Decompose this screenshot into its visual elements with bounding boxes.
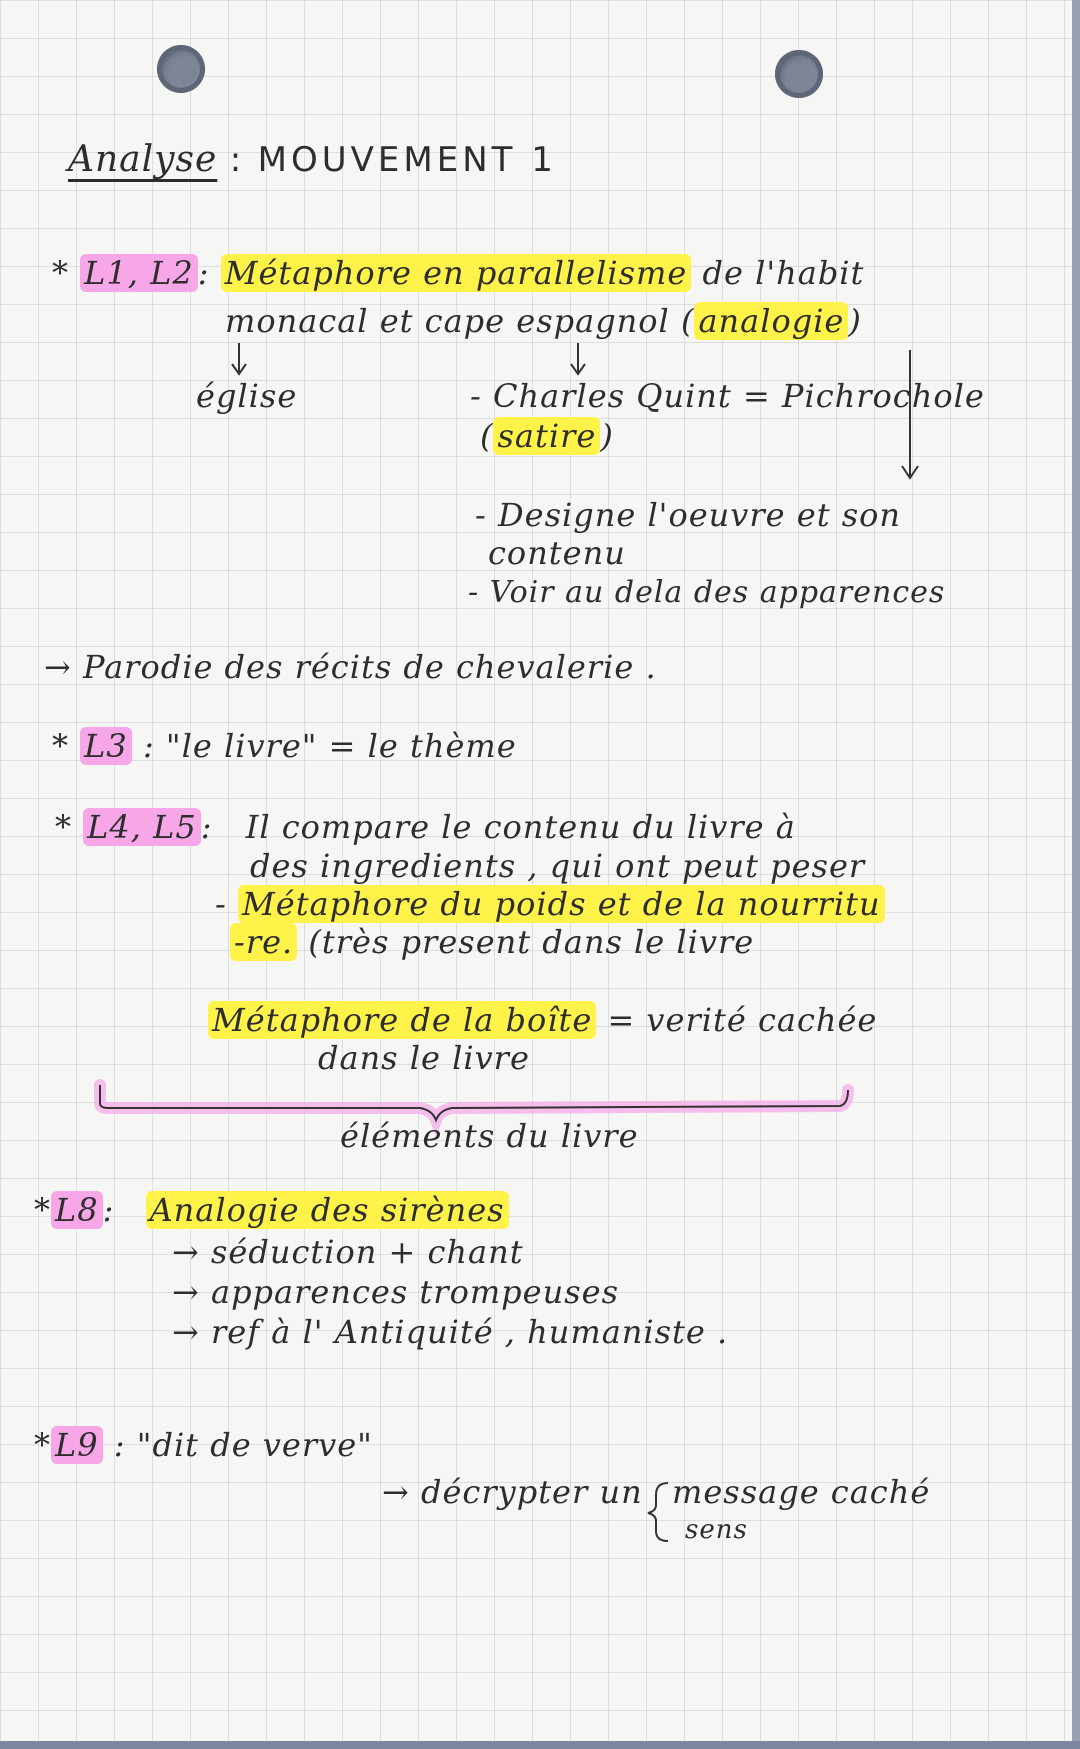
note-eglise: église [196, 377, 298, 415]
line-ref: L4, L5 [83, 808, 201, 846]
list-item: → apparences trompeuses [172, 1273, 619, 1311]
option-sens: sens [685, 1515, 748, 1545]
note-contenu: contenu [488, 534, 626, 572]
bullet-l9: * L9 : "dit de verve" [34, 1426, 373, 1464]
note-satire: ( satire ) [480, 417, 614, 455]
l1-l2-line2: monacal et cape espagnol ( analogie ) [225, 302, 862, 340]
note-charles-quint: - Charles Quint = Pichrochole [470, 377, 985, 415]
note-designe: - Designe l'oeuvre et son [475, 496, 902, 534]
bullet-l3: * L3 : "le livre" = le thème [52, 727, 517, 765]
title-separator: : [229, 140, 246, 180]
title-main: Analyse [68, 139, 218, 180]
highlight-text: Métaphore de la boîte [208, 1001, 596, 1039]
list-item: → ref à l' Antiquité , humaniste . [172, 1313, 729, 1351]
bullet-l1-l2: * L1, L2 : Métaphore en parallelisme de l'habit [52, 254, 865, 292]
brace-label: éléments du livre [340, 1117, 639, 1155]
l4-l5-line3: - Métaphore du poids et de la nourritu [215, 884, 885, 924]
bullet-l4-l5: * L4, L5 : Il compare le contenu du livre à [55, 808, 796, 846]
line-ref: L1, L2 [80, 254, 198, 292]
line-ref: L3 [80, 727, 132, 765]
bullet-l8: * L8 : Analogie des sirènes [34, 1190, 509, 1230]
l4-l5-line4: -re. (très present dans le livre [230, 922, 754, 962]
list-item: → séduction + chant [172, 1233, 524, 1271]
decrypter-line: → décrypter un [382, 1473, 643, 1511]
l4-l5-line2: des ingredients , qui ont peut peser [250, 847, 866, 885]
curly-brace-l9 [648, 1483, 668, 1541]
option-message-cache: message caché [672, 1473, 931, 1511]
highlight-text: Analogie des sirènes [146, 1191, 509, 1229]
highlight-text: Métaphore du poids et de la nourritu [238, 885, 885, 923]
note-voir-au-dela: - Voir au dela des apparences [468, 575, 946, 610]
dans-le-livre: dans le livre [318, 1039, 530, 1077]
line-ref: L8 [51, 1191, 103, 1229]
brace-highlight [100, 1085, 848, 1120]
metaphore-boite: Métaphore de la boîte = verité cachée [208, 1000, 877, 1040]
line-ref: L9 [51, 1426, 103, 1464]
parodie-line: → Parodie des récits de chevalerie . [44, 648, 657, 686]
title-section: MOUVEMENT 1 [257, 140, 557, 180]
highlight-text: analogie [694, 302, 848, 340]
highlight-text: Métaphore en parallelisme [221, 254, 692, 292]
